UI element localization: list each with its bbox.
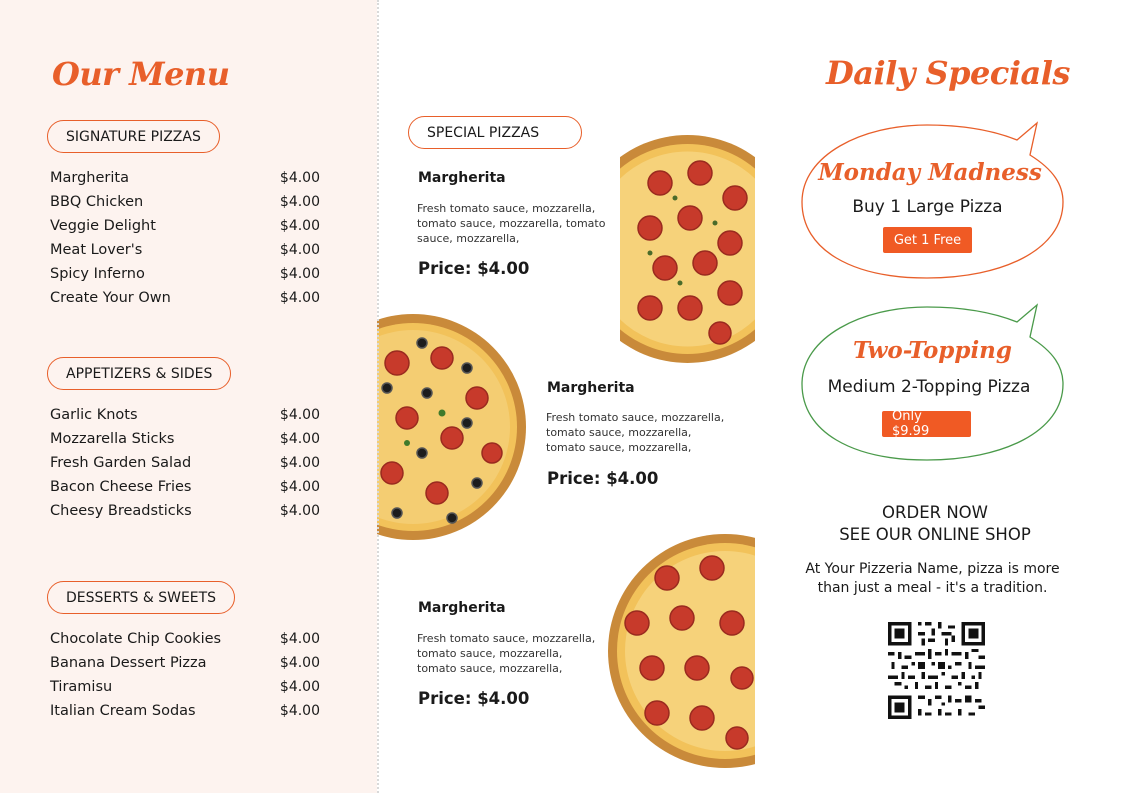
- deal-title: Monday Madness: [818, 159, 1042, 186]
- menu-row: [50, 679, 320, 695]
- item-name: Tiramisu: [50, 679, 113, 695]
- section-pill-signature: SIGNATURE PIZZAS: [47, 120, 220, 153]
- menu-row: [50, 479, 320, 495]
- daily-specials-title: Daily Specials: [826, 54, 1070, 92]
- item-price: $4.00: [279, 679, 320, 695]
- item-price: $4.00: [279, 503, 320, 519]
- deal-subtitle: Medium 2-Topping Pizza: [827, 377, 1031, 397]
- item-name: Bacon Cheese Fries: [50, 479, 192, 495]
- pepperoni-pizza-image: [607, 533, 755, 769]
- menu-row: [50, 455, 320, 471]
- item-price: $4.00: [279, 631, 320, 647]
- special-name: Margherita: [418, 170, 506, 186]
- menu-row: [50, 503, 320, 519]
- special-price: Price: $4.00: [418, 259, 530, 278]
- item-price: $4.00: [279, 290, 320, 306]
- item-name: Veggie Delight: [50, 218, 156, 234]
- item-price: $4.00: [279, 407, 320, 423]
- special-name: Margherita: [547, 380, 635, 396]
- item-price: $4.00: [279, 194, 320, 210]
- item-price: $4.00: [279, 170, 320, 186]
- item-price: $4.00: [279, 431, 320, 447]
- special-description: Fresh tomato sauce, mozzarella, tomato sauce, mozzarella, tomato sauce, mozzarella,: [417, 202, 606, 245]
- special-price: Price: $4.00: [418, 689, 530, 708]
- item-name: Spicy Inferno: [50, 266, 145, 282]
- item-price: $4.00: [279, 455, 320, 471]
- item-name: Italian Cream Sodas: [50, 703, 196, 719]
- menu-title: Our Menu: [52, 55, 230, 93]
- item-name: Chocolate Chip Cookies: [50, 631, 222, 647]
- online-shop-link[interactable]: SEE OUR ONLINE SHOP: [839, 525, 1031, 544]
- menu-row: [50, 631, 320, 647]
- menu-row: [50, 218, 320, 234]
- pepperoni-pizza-image: [620, 133, 755, 365]
- item-name: BBQ Chicken: [50, 194, 144, 210]
- item-price: $4.00: [279, 703, 320, 719]
- fold-line: [377, 0, 379, 793]
- menu-panel: [0, 0, 377, 793]
- section-pill-appetizers: APPETIZERS & SIDES: [47, 357, 231, 390]
- menu-row: [50, 242, 320, 258]
- deal-title: Two-Topping: [853, 337, 1012, 364]
- qr-code-icon[interactable]: [888, 622, 985, 719]
- section-pill-special-pizzas: SPECIAL PIZZAS: [408, 116, 582, 149]
- item-name: Create Your Own: [50, 290, 171, 306]
- get-free-button[interactable]: Get 1 Free: [883, 227, 972, 253]
- menu-row: [50, 194, 320, 210]
- item-name: Garlic Knots: [50, 407, 138, 423]
- menu-row: [50, 703, 320, 719]
- item-price: $4.00: [279, 655, 320, 671]
- menu-row: [50, 266, 320, 282]
- item-name: Fresh Garden Salad: [50, 455, 192, 471]
- item-price: $4.00: [279, 218, 320, 234]
- special-description: Fresh tomato sauce, mozzarella, tomato sauce, mozzarella, tomato sauce, mozzarella,: [546, 411, 725, 454]
- section-pill-desserts: DESSERTS & SWEETS: [47, 581, 235, 614]
- order-now-heading: ORDER NOW: [882, 503, 988, 522]
- item-name: Cheesy Breadsticks: [50, 503, 192, 519]
- item-name: Mozzarella Sticks: [50, 431, 175, 447]
- menu-row: [50, 290, 320, 306]
- special-name: Margherita: [418, 600, 506, 616]
- tagline: At Your Pizzeria Name, pizza is more than just a meal - it's a tradition.: [805, 561, 1060, 596]
- item-price: $4.00: [279, 242, 320, 258]
- menu-row: [50, 655, 320, 671]
- item-name: Banana Dessert Pizza: [50, 655, 207, 671]
- menu-row: [50, 170, 320, 186]
- olive-pizza-image: [377, 313, 527, 541]
- menu-row: [50, 431, 320, 447]
- special-description: Fresh tomato sauce, mozzarella, tomato sauce, mozzarella, tomato sauce, mozzarella,: [417, 632, 596, 675]
- only-price-button[interactable]: Only $9.99: [882, 411, 971, 437]
- item-price: $4.00: [279, 479, 320, 495]
- special-price: Price: $4.00: [547, 469, 659, 488]
- item-price: $4.00: [279, 266, 320, 282]
- deal-subtitle: Buy 1 Large Pizza: [852, 197, 1003, 217]
- item-name: Meat Lover's: [50, 242, 143, 258]
- item-name: Margherita: [50, 170, 129, 186]
- menu-row: [50, 407, 320, 423]
